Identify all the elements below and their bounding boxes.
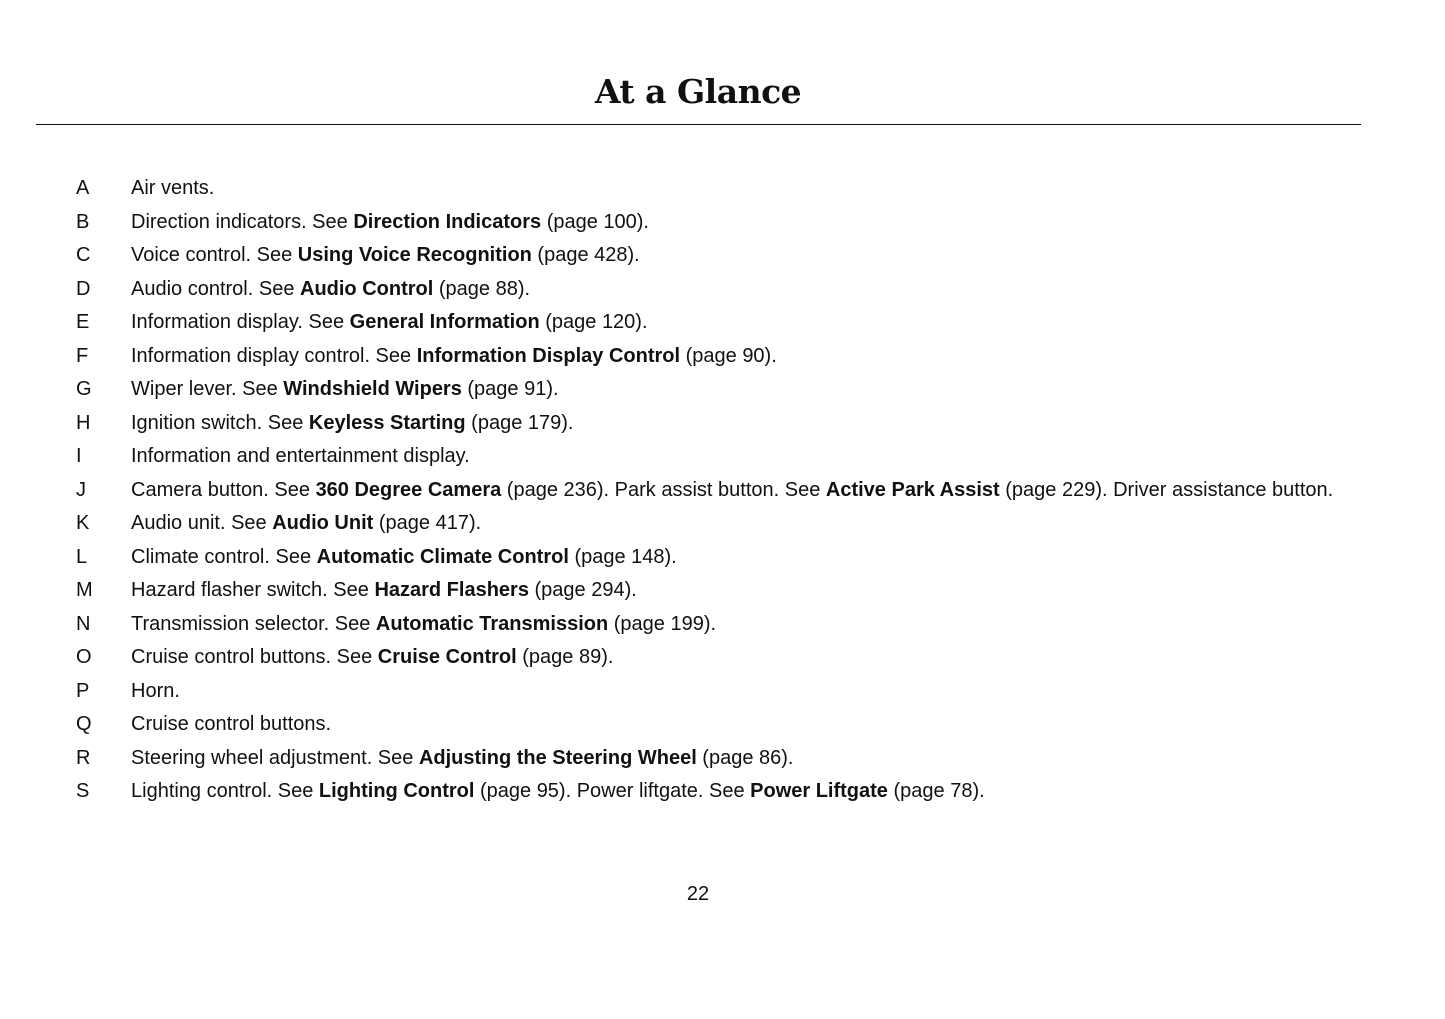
page-number: 22 — [686, 883, 710, 905]
cross-reference-title: Using Voice Recognition — [297, 244, 532, 266]
legend-item-description — [131, 377, 1364, 401]
legend-item-letter: H — [76, 411, 91, 434]
legend-item-description — [131, 545, 1364, 569]
legend-item-description — [131, 578, 1364, 602]
description-text: (page 229). Driver assistance button. — [999, 478, 1334, 501]
description-text: Air vents. — [131, 177, 215, 199]
description-text: (page 86). — [696, 746, 794, 769]
legend-item-description — [131, 478, 1364, 502]
legend-item-letter: A — [76, 177, 90, 199]
description-text: (page 88). — [433, 277, 531, 300]
cross-reference-title: Lighting Control — [318, 780, 475, 802]
legend-item — [74, 779, 1364, 803]
cross-reference-title: Hazard Flashers — [374, 579, 529, 601]
legend-item — [74, 645, 1364, 669]
legend-item-description — [131, 511, 1364, 535]
legend-item — [74, 243, 1364, 267]
cross-reference-title: Audio Control — [300, 277, 434, 300]
legend-item-description — [131, 612, 1364, 636]
legend-item-description — [131, 712, 1364, 736]
legend-item-description — [131, 310, 1364, 334]
legend-item-description — [131, 210, 1364, 234]
description-text: Direction indicators. See — [131, 210, 354, 233]
description-text: (page 100). — [541, 210, 649, 233]
cross-reference-title: Cruise Control — [377, 646, 517, 668]
legend-item-description — [131, 344, 1364, 368]
legend-item — [74, 612, 1364, 636]
legend-item — [74, 712, 1364, 736]
legend-item-description — [131, 176, 1364, 200]
legend-item — [74, 746, 1364, 770]
description-text: Wiper lever. See — [131, 378, 284, 400]
legend-item — [74, 310, 1364, 334]
legend-item-description — [131, 243, 1364, 267]
legend-item-letter: J — [76, 478, 86, 501]
description-text: Lighting control. See — [131, 780, 319, 802]
description-text: (page 120). — [539, 311, 648, 333]
legend-item-letter: G — [76, 378, 92, 400]
legend-item-letter: K — [76, 512, 90, 534]
legend-item-letter: B — [76, 210, 90, 233]
legend-item-description — [131, 277, 1364, 301]
legend-item — [74, 511, 1364, 535]
legend-item-description — [131, 645, 1364, 669]
description-text: (page 179). — [465, 411, 574, 434]
legend-item — [74, 377, 1364, 401]
cross-reference-title: Automatic Transmission — [375, 612, 609, 635]
legend-item-letter: O — [76, 646, 92, 668]
description-text: (page 91). — [461, 378, 559, 400]
cross-reference-title: Windshield Wipers — [283, 378, 462, 400]
description-text: (page 417). — [373, 512, 482, 534]
legend-item-letter: Q — [76, 713, 92, 735]
description-text: (page 236). Park assist button. See — [501, 478, 826, 501]
title-divider — [36, 124, 1361, 125]
description-text: (page 428). — [531, 244, 640, 266]
legend-item-letter: D — [76, 277, 91, 300]
description-text: Transmission selector. See — [131, 612, 376, 635]
legend-item-description — [131, 679, 1364, 703]
legend-item-letter: L — [76, 545, 88, 568]
legend-item — [74, 545, 1364, 569]
description-text: Cruise control buttons. See — [131, 646, 378, 668]
description-text: (page 199). — [608, 612, 717, 635]
legend-item-letter: R — [76, 746, 91, 769]
description-text: (page 294). — [528, 579, 637, 601]
legend-item-description — [131, 746, 1364, 770]
cross-reference-title: Direction Indicators — [353, 210, 542, 233]
description-text: Ignition switch. See — [131, 411, 309, 434]
description-text: Information display. See — [131, 311, 350, 333]
legend-item-letter: M — [76, 579, 93, 601]
callout-legend-list — [74, 176, 1364, 813]
cross-reference-title: Power Liftgate — [750, 780, 888, 802]
description-text: (page 89). — [516, 646, 614, 668]
cross-reference-title: Keyless Starting — [308, 411, 466, 434]
cross-reference-title: 360 Degree Camera — [315, 478, 502, 501]
description-text: Audio control. See — [131, 277, 300, 300]
cross-reference-title: General Information — [349, 311, 540, 333]
legend-item-letter: N — [76, 612, 91, 635]
legend-item — [74, 478, 1364, 502]
legend-item — [74, 344, 1364, 368]
cross-reference-title: Information Display Control — [416, 344, 681, 367]
description-text: Cruise control buttons. — [131, 713, 332, 735]
description-text: Horn. — [131, 679, 180, 702]
description-text: (page 95). Power liftgate. See — [474, 780, 751, 802]
description-text: Audio unit. See — [131, 512, 273, 534]
legend-item-letter: C — [76, 244, 91, 266]
description-text: Voice control. See — [131, 244, 298, 266]
description-text: (page 148). — [568, 545, 677, 568]
legend-item — [74, 444, 1364, 468]
legend-item-description — [131, 411, 1364, 435]
cross-reference-title: Adjusting the Steering Wheel — [418, 746, 697, 769]
legend-item — [74, 176, 1364, 200]
cross-reference-title: Automatic Climate Control — [316, 545, 569, 568]
legend-item — [74, 277, 1364, 301]
cross-reference-title: Active Park Assist — [825, 478, 1000, 501]
legend-item-description — [131, 779, 1364, 803]
description-text: Steering wheel adjustment. See — [131, 746, 419, 769]
description-text: (page 78). — [887, 780, 985, 802]
page-title: At a Glance — [594, 72, 802, 111]
legend-item-letter: P — [76, 679, 90, 702]
legend-item-letter: F — [76, 344, 89, 367]
description-text: (page 90). — [680, 344, 777, 367]
cross-reference-title: Audio Unit — [272, 512, 374, 534]
legend-item — [74, 210, 1364, 234]
description-text: Information display control. See — [131, 344, 417, 367]
description-text: Hazard flasher switch. See — [131, 579, 375, 601]
description-text: Camera button. See — [131, 478, 316, 501]
legend-item-letter: I — [76, 445, 82, 467]
legend-item — [74, 679, 1364, 703]
legend-item-description — [131, 444, 1364, 468]
description-text: Climate control. See — [131, 545, 317, 568]
legend-item-letter: E — [76, 311, 90, 333]
legend-item — [74, 411, 1364, 435]
legend-item — [74, 578, 1364, 602]
description-text: Information and entertainment display. — [131, 445, 470, 467]
legend-item-letter: S — [76, 780, 90, 802]
